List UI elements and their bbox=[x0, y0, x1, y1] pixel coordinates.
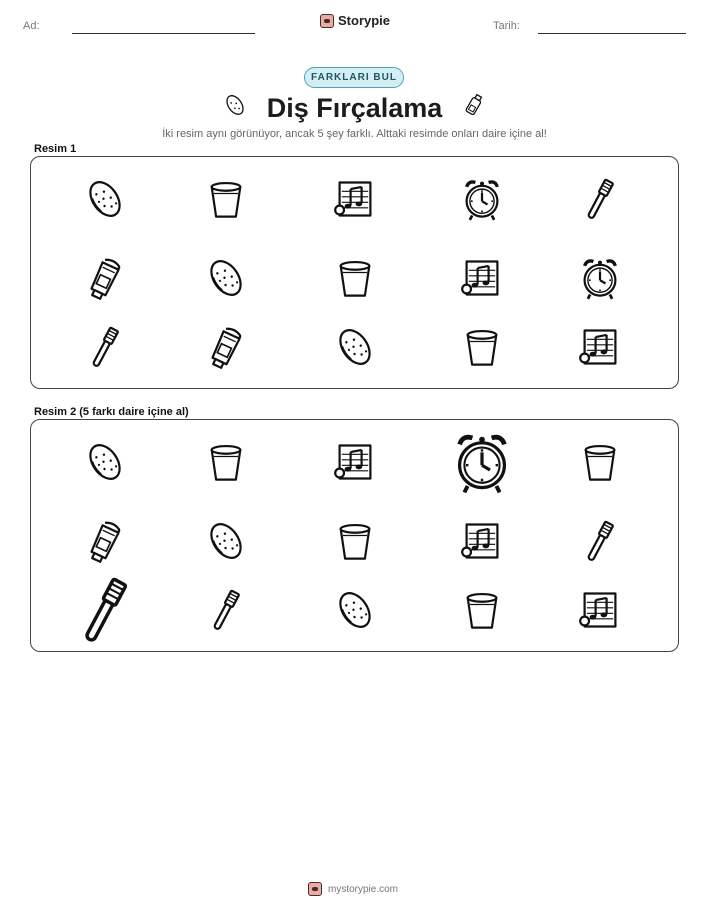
brand-name: Storypie bbox=[338, 13, 391, 28]
picture2-toothbrush-icon[interactable] bbox=[204, 588, 248, 632]
picture2-sponge-icon[interactable] bbox=[83, 440, 127, 484]
picture2-toothpaste-icon[interactable] bbox=[83, 519, 127, 563]
picture2-sponge-icon[interactable] bbox=[204, 519, 248, 563]
picture2-music-note-icon[interactable] bbox=[578, 588, 622, 632]
name-line[interactable] bbox=[72, 33, 255, 34]
picture2-cup-icon[interactable] bbox=[204, 440, 248, 484]
picture1-music-note-icon bbox=[333, 177, 377, 221]
picture1-toothbrush-icon bbox=[83, 325, 127, 369]
footer bbox=[308, 882, 398, 896]
picture2-label: Resim 2 (5 farkı daire içine al) bbox=[34, 406, 189, 418]
picture1-cup-icon bbox=[460, 325, 504, 369]
date-label: Tarih: bbox=[493, 20, 520, 32]
picture2-cup-icon[interactable] bbox=[578, 440, 622, 484]
storypie-logo-icon bbox=[308, 882, 322, 896]
picture1-cup-icon bbox=[204, 177, 248, 221]
title-toothpaste-icon bbox=[461, 92, 487, 118]
picture2-sponge-icon[interactable] bbox=[333, 588, 377, 632]
storypie-logo-icon bbox=[320, 14, 334, 28]
picture1-sponge-icon bbox=[83, 177, 127, 221]
picture2-panel[interactable] bbox=[30, 419, 679, 652]
picture2-toothbrush-icon[interactable] bbox=[70, 575, 140, 645]
picture1-alarm-clock-icon bbox=[460, 177, 504, 221]
picture1-panel bbox=[30, 156, 679, 389]
picture1-sponge-icon bbox=[333, 325, 377, 369]
picture2-toothbrush-icon[interactable] bbox=[578, 519, 622, 563]
picture2-cup-icon[interactable] bbox=[333, 519, 377, 563]
picture1-sponge-icon bbox=[204, 256, 248, 300]
picture1-music-note-icon bbox=[578, 325, 622, 369]
brand bbox=[320, 13, 390, 28]
picture2-music-note-icon[interactable] bbox=[333, 440, 377, 484]
picture2-music-note-icon[interactable] bbox=[460, 519, 504, 563]
date-line[interactable] bbox=[538, 33, 686, 34]
picture1-alarm-clock-icon bbox=[578, 256, 622, 300]
picture1-cup-icon bbox=[333, 256, 377, 300]
picture1-toothpaste-icon bbox=[204, 325, 248, 369]
picture1-toothbrush-icon bbox=[578, 177, 622, 221]
activity-badge: FARKLARI BUL bbox=[304, 67, 404, 88]
footer-url: mystorypie.com bbox=[328, 883, 399, 895]
instructions: İki resim aynı görünüyor, ancak 5 şey farklı. Alttaki resimde onları daire içine al! bbox=[162, 128, 547, 140]
picture2-alarm-clock-icon[interactable] bbox=[450, 430, 514, 494]
picture1-music-note-icon bbox=[460, 256, 504, 300]
page-title: Diş Fırçalama bbox=[266, 93, 443, 123]
picture2-cup-icon[interactable] bbox=[460, 588, 504, 632]
name-label: Ad: bbox=[23, 20, 40, 32]
picture1-label: Resim 1 bbox=[34, 143, 77, 155]
picture1-toothpaste-icon bbox=[83, 256, 127, 300]
